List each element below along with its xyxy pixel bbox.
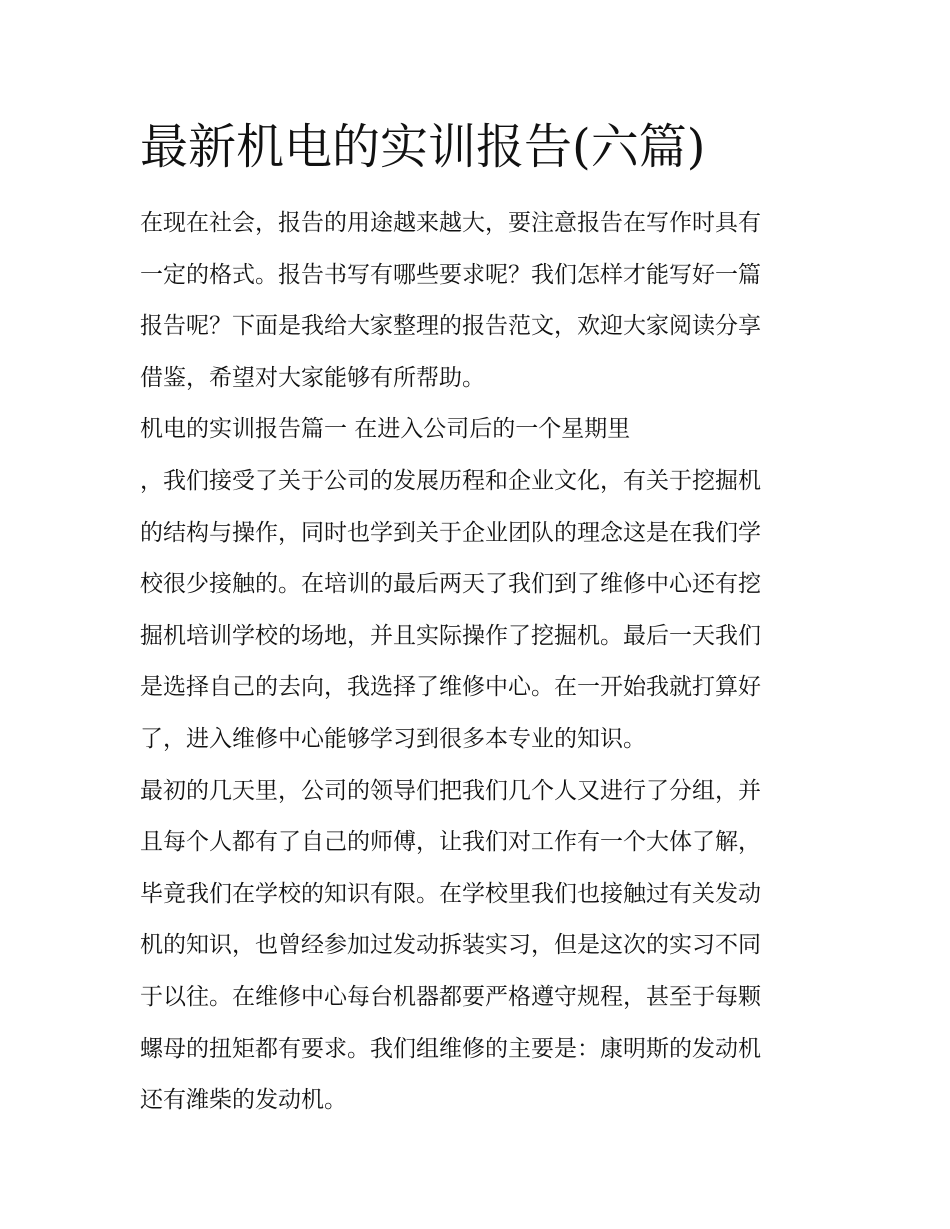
text-line: 了，进入维修中心能够学习到很多本专业的知识。 (140, 725, 646, 752)
text-line: 还有潍柴的发动机。 (140, 1087, 347, 1114)
text-line: 校很少接触的。在培训的最后两天了我们到了维修中心还有挖 (140, 571, 761, 598)
document-title: 最新机电的实训报告(六篇) (140, 119, 706, 175)
section-heading-line: 机电的实训报告篇一 在进入公司后的一个星期里 (140, 416, 631, 443)
text-line: ，我们接受了关于公司的发展历程和企业文化，有关于挖掘机 (140, 467, 761, 494)
text-line: 借鉴，希望对大家能够有所帮助。 (140, 364, 485, 391)
text-line: 掘机培训学校的场地，并且实际操作了挖掘机。最后一天我们 (140, 622, 761, 649)
text-line: 报告呢？下面是我给大家整理的报告范文，欢迎大家阅读分享 (140, 313, 761, 340)
text-line: 一定的格式。报告书写有哪些要求呢？我们怎样才能写好一篇 (140, 261, 761, 288)
text-line: 于以往。在维修中心每台机器都要严格遵守规程，甚至于每颗 (140, 983, 761, 1010)
text-line: 在现在社会，报告的用途越来越大，要注意报告在写作时具有 (140, 210, 761, 236)
text-line: 是选择自己的去向，我选择了维修中心。在一开始我就打算好 (140, 674, 761, 701)
document-body (140, 198, 820, 1127)
text-line: 的结构与操作，同时也学到关于企业团队的理念这是在我们学 (140, 519, 761, 546)
text-line: 毕竟我们在学校的知识有限。在学校里我们也接触过有关发动 (140, 880, 761, 907)
text-line: 机的知识，也曾经参加过发动拆装实习，但是这次的实习不同 (140, 932, 761, 959)
text-line: 且每个人都有了自己的师傅，让我们对工作有一个大体了解， (140, 829, 761, 856)
text-line: 螺母的扭矩都有要求。我们组维修的主要是：康明斯的发动机 (140, 1035, 761, 1062)
text-line: 最初的几天里，公司的领导们把我们几个人又进行了分组，并 (140, 777, 761, 804)
